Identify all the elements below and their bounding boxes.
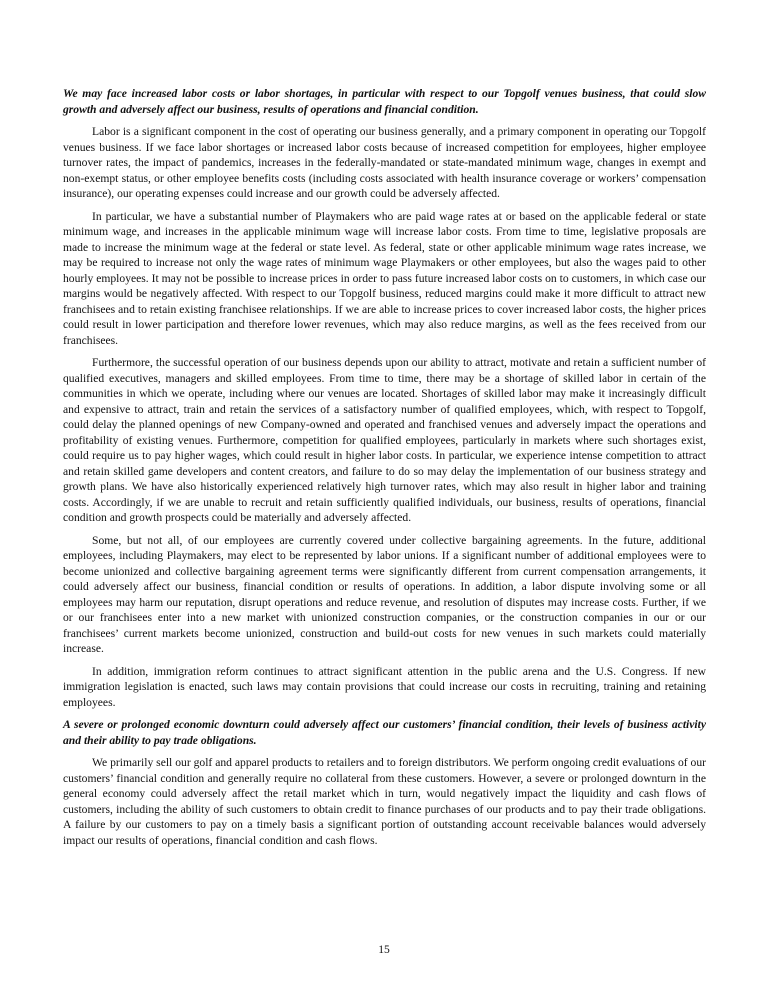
- risk-factor-labor-costs: [63, 86, 706, 710]
- paragraph: Furthermore, the successful operation of our business depends upon our ability to attract, motivate and retain a sufficient number of qualified executives, managers and skilled employees. From time to time, there may be a shortage of skilled labor in certain of the communities in which we operate, including where our venues are located. Shortages of skilled labor may make it increasingly difficult and expensive to attract, train and retain the services of a satisfactory number of qualified employees, which, with respect to Topgolf, could delay the planned openings of new Company-owned and operated and franchised venues and adversely impact the operations and profitability of existing venues. Furthermore, competition for qualified employees, particularly in markets where such shortages exist, could require us to pay higher wages, which could result in higher labor costs. In particular, we experience intense competition to attract and retain skilled game developers and content creators, and failure to do so may delay the implementation of our business strategy and growth plans. We have also historically experienced relatively high turnover rates, which may also result in higher labor and training costs. Accordingly, if we are unable to recruit and retain sufficiently qualified individuals, our business, results of operations, financial condition and growth prospects could be materially and adversely affected.: [63, 356, 706, 524]
- section-heading: A severe or prolonged economic downturn could adversely affect our customers’ financial condition, their levels of business activity and their ability to pay trade obligations.: [63, 718, 706, 747]
- paragraph: In addition, immigration reform continues to attract significant attention in the public arena and the U.S. Congress. If new immigration legislation is enacted, such laws may contain provisions that could increase our costs in recruiting, training and retaining employees.: [63, 664, 706, 709]
- paragraph: Some, but not all, of our employees are currently covered under collective bargaining agreements. In the future, additional employees, including Playmakers, may elect to be represented by labor unions. If a significant number of additional employees were to become unionized and collective bargaining agreement terms were significantly different from current compensation arrangements, it could adversely affect our business, financial condition or results of operations. In addition, a labor dispute involving some or all employees may harm our reputation, disrupt operations and reduce revenue, and resolution of disputes may increase costs. Further, if we or our franchisees enter into a new market with unionized construction companies, or the construction companies in our or our franchisees’ current markets become unionized, construction and build-out costs for new venues in such markets could materially increase.: [63, 533, 706, 655]
- section-heading: We may face increased labor costs or labor shortages, in particular with respect to our Topgolf venues business, that could slow growth and adversely affect our business, results of operations and financial condition.: [63, 87, 706, 116]
- risk-factor-economic-downturn: [63, 717, 706, 848]
- paragraph: In particular, we have a substantial number of Playmakers who are paid wage rates at or based on the applicable federal or state minimum wage, and increases in the applicable minimum wage will increase labor costs. From time to time, legislative proposals are made to increase the minimum wage at the federal or state level. As federal, state or other applicable minimum wage rates increase, we may be required to increase not only the wage rates of minimum wage Playmakers or other employees, but also the wages paid to other hourly employees. It may not be possible to increase prices in order to pass future increased labor costs on to customers, in which case our margins would be negatively affected. With respect to our Topgolf business, reduced margins could make it more difficult to attract new franchisees and to retain existing franchisee relationships. If we are able to increase prices to cover increased labor costs, the higher prices could result in lower participation and therefore lower revenues, which may also reduce margins, as well as the fees received from our franchisees.: [63, 209, 706, 347]
- paragraph: Labor is a significant component in the cost of operating our business generally, and a primary component in operating our Topgolf venues business. If we face labor shortages or increased labor costs because of increased competition for employees, higher employee turnover rates, the impact of pandemics, increases in the federally-mandated or state-mandated minimum wage, changes in exempt and non-exempt status, or other employee benefits costs (including costs associated with health insurance coverage or workers’ compensation insurance), our operating expenses could increase and our growth could be adversely affected.: [63, 125, 706, 200]
- paragraph: We primarily sell our golf and apparel products to retailers and to foreign distributors. We perform ongoing credit evaluations of our customers’ financial condition and generally require no collateral from these customers. However, a severe or prolonged downturn in the general economy could adversely affect the retail market which in turn, would negatively impact the liquidity and cash flows of customers, including the ability of such customers to obtain credit to finance purchases of our products and to pay their trade obligations. A failure by our customers to pay on a timely basis a significant portion of outstanding account receivable balances would adversely impact our results of operations, financial condition and cash flows.: [63, 756, 706, 847]
- document-page: [63, 86, 706, 855]
- page-number: 15: [378, 943, 390, 956]
